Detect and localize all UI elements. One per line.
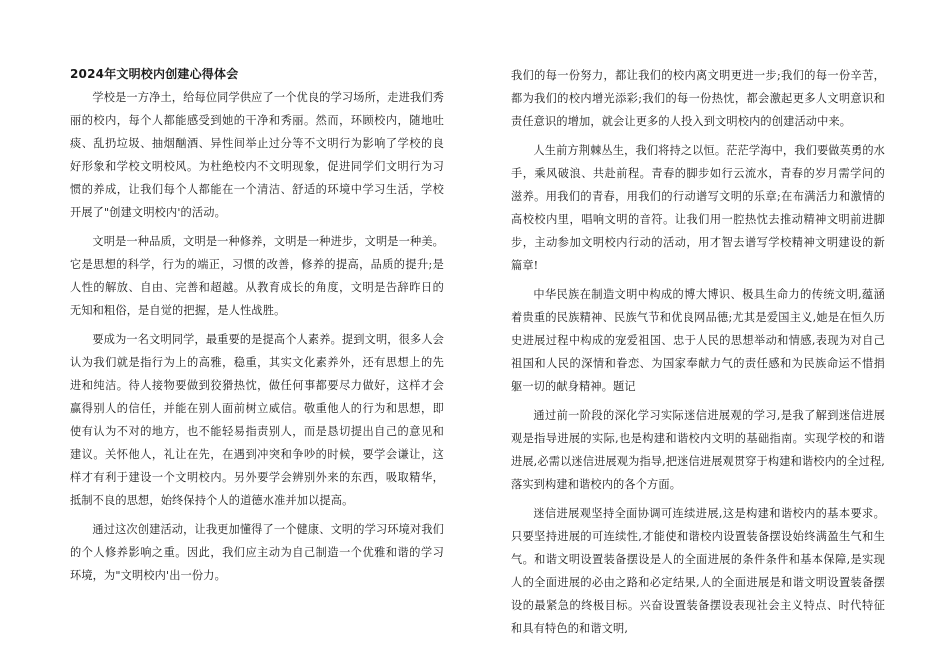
paragraph: 迷信进展观坚持全面协调可连续进展,这是构建和谐校内的基本要求。只要坚持进展的可连续性,才能使和谐校内设置装备摆设始终满盈生气和生气。和谐文明设置装备摆设是人的全面进展的条件条件和基本保障,是实现人的全面进展的必由之路和必定结果,人的全面进展是和谐文明设置装备摆设的最紧急的终极目标。兴奋设置装备摆设表现社会主义特点、时代特征和具有特色的和谐文明, <box>511 507 885 635</box>
paragraph: 人生前方荆棘丛生，我们将持之以恒。茫茫学海中，我们要做英勇的水手，乘风破浪、共赴前程。青春的脚步如行云流水，青春的岁月需学问的滋养。用我们的青春，用我们的行动谱写文明的乐章;在布满活力和激情的高校校内里，唱响文明的音符。让我们用一腔热忱去推动精神文明前进脚步，主动参加文明校内行动的活动，用才智去谱写学校精神文明建设的新篇章! <box>511 144 885 272</box>
paragraph: 中华民族在制造文明中构成的博大博识、极具生命力的传统文明,蕴涵着贵重的民族精神、民族气节和优良网品德;尤其是爱国主义,她是在恒久历史进展过程中构成的宠爱祖国、忠于人民的思想举动和情感,表现为对自己祖国和人民的深情和眷恋、为国家奉献力气的责任感和为民族命运不惜捐躯一切的献身精神。题记 <box>511 288 885 393</box>
document-title: 2024年文明校内创建心得体会 <box>70 67 239 81</box>
paragraph: 通过这次创建活动，让我更加懂得了一个健康、文明的学习环境对我们的个人修养影响之重。因此，我们应主动为自己制造一个优雅和谐的学习环境，为"文明校内'出一份力。 <box>70 523 444 582</box>
paragraph: 学校是一方净土，给每位同学供应了一个优良的学习场所，走进我们秀丽的校内，每个人都能感受到她的干净和秀丽。然而，环顾校内，随地吐痰、乱扔垃圾、抽烟酗酒、异性间举止过分等不文明行为影响了学校的良好形象和学校文明校风。为杜绝校内不文明现象，促进同学们文明行为习惯的养成，让我们每个人都能在一个清洁、舒适的环境中学习生活，学校开展了"创建文明校内'的活动。 <box>70 91 444 219</box>
left-column <box>70 64 444 593</box>
right-column <box>511 64 885 646</box>
paragraph: 通过前一阶段的深化学习实际迷信进展观的学习,是我了解到迷信进展观是指导进展的实际,也是构建和谐校内文明的基础指南。实现学校的和谐进展,必需以迷信进展观为指导,把迷信进展观贯穿于构建和谐校内的全过程,落实到构建和谐校内的各个方面。 <box>511 409 885 491</box>
paragraph: 文明是一种品质，文明是一种修养，文明是一种进步，文明是一种美。它是思想的科学，行为的端正，习惯的改善，修养的提高，品质的提升;是人性的解放、自由、完善和超越。从教育成长的角度，文明是告辞昨日的无知和粗俗，是自觉的把握，是人性战胜。 <box>70 235 444 317</box>
paragraph: 要成为一名文明同学，最重要的是提高个人素养。提到文明，很多人会认为我们就是指行为上的高雅，稳重，其实文化素养外，还有思想上的先进和纯洁。待人接物要做到狡猾热忱，做任何事都要尽力做好，这样才会赢得别人的信任，并能在别人面前树立威信。敬重他人的行为和思想，即使有认为不对的地方，也不能轻易指责别人，而是恳切提出自己的意见和建议。关怀他人，礼让在先，在遇到冲突和争吵的时候，要学会谦让，这样才有利于建设一个文明校内。另外要学会辨别外来的东西，吸取精华，抵制不良的思想，始终保持个人的道德水准并加以提高。 <box>70 333 444 507</box>
paragraph: 我们的每一份努力，都让我们的校内离文明更进一步;我们的每一份辛苦，都为我们的校内增光添彩;我们的每一份热忱，都会激起更多人文明意识和责任意识的增加，就会让更多的人投入到文明校内的创建活动中来。 <box>511 69 885 128</box>
